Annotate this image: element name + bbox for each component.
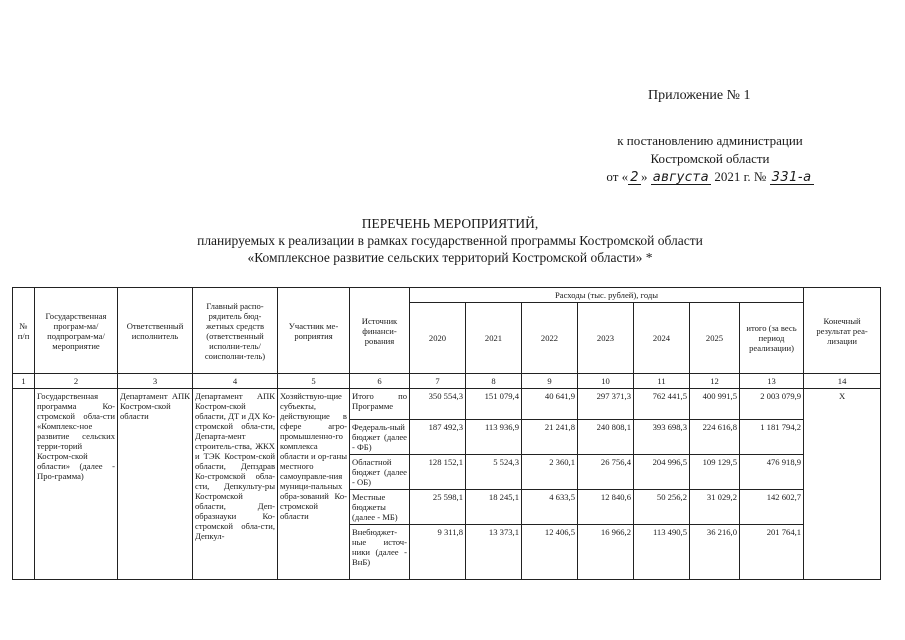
header-program: Государственная програм-ма/подпрограм-ма/мероприятие xyxy=(35,288,118,374)
header-participant: Участник ме-роприятия xyxy=(278,288,350,374)
resolution-line-2: Костромской области xyxy=(650,151,770,166)
expense-value: 25 598,1 xyxy=(410,490,466,525)
expense-value: 5 524,3 xyxy=(466,455,522,490)
expense-value: 12 406,5 xyxy=(522,525,578,580)
expense-value: 187 492,3 xyxy=(410,420,466,455)
column-number: 6 xyxy=(350,374,410,389)
title-line-1: ПЕРЕЧЕНЬ МЕРОПРИЯТИЙ, xyxy=(361,216,539,231)
funding-source: Федераль-ный бюджет (далее - ФБ) xyxy=(350,420,410,455)
expense-total: 1 181 794,2 xyxy=(740,420,804,455)
column-number: 9 xyxy=(522,374,578,389)
row-number xyxy=(13,389,35,580)
expense-value: 128 152,1 xyxy=(410,455,466,490)
chief-manager: Департамент АПК Костром-ской области, ДТ и ДХ Ко-стромской обла-сти, Департа-мент строитель-ства, ЖКХ и ТЭК Костром-ской области, Депздрав Ко-стромской обла-сти, Депкульту-ры Костромской области, Деп-образнауки Ко-стромской обла-сти, Депкул- xyxy=(193,389,278,580)
final-result: Х xyxy=(804,389,881,580)
date-year: 2021 г. № xyxy=(714,169,767,184)
column-number: 2 xyxy=(35,374,118,389)
expense-value: 31 029,2 xyxy=(690,490,740,525)
header-year: 2025 xyxy=(690,303,740,374)
expense-value: 21 241,8 xyxy=(522,420,578,455)
expense-value: 40 641,9 xyxy=(522,389,578,420)
expense-value: 151 079,4 xyxy=(466,389,522,420)
program-name: Государственная программа Ко-стромской обла-сти «Комплекс-ное развитие сельских терри-торий Костром-ской области» (далее - Про-грамма) xyxy=(35,389,118,580)
expense-total: 201 764,1 xyxy=(740,525,804,580)
expense-value: 109 129,5 xyxy=(690,455,740,490)
title-line-3: «Комплексное развитие сельских территорий Костромской области» * xyxy=(247,250,653,265)
header-expenses: Расходы (тыс. рублей), годы xyxy=(410,288,804,303)
expense-total: 142 602,7 xyxy=(740,490,804,525)
header-result: Конечный результат реа-лизации xyxy=(804,288,881,374)
column-number: 10 xyxy=(578,374,634,389)
expense-value: 240 808,1 xyxy=(578,420,634,455)
expense-value: 224 616,8 xyxy=(690,420,740,455)
expense-value: 350 554,3 xyxy=(410,389,466,420)
expense-value: 36 216,0 xyxy=(690,525,740,580)
date-month: августа xyxy=(652,170,710,185)
doc-number: 331-а xyxy=(771,170,812,185)
resolution-block xyxy=(560,132,860,186)
responsible-executor: Департамент АПК Костром-ской области xyxy=(118,389,193,580)
header-year: 2023 xyxy=(578,303,634,374)
expense-value: 393 698,3 xyxy=(634,420,690,455)
column-number: 4 xyxy=(193,374,278,389)
expense-value: 297 371,3 xyxy=(578,389,634,420)
expense-value: 113 490,5 xyxy=(634,525,690,580)
expense-value: 204 996,5 xyxy=(634,455,690,490)
funding-source: Внебюджет-ные источ-ники (далее - ВнБ) xyxy=(350,525,410,580)
expense-value: 50 256,2 xyxy=(634,490,690,525)
column-number: 13 xyxy=(740,374,804,389)
column-number: 14 xyxy=(804,374,881,389)
header-year: 2024 xyxy=(634,303,690,374)
expense-value: 18 245,1 xyxy=(466,490,522,525)
header-year: 2021 xyxy=(466,303,522,374)
expense-total: 476 918,9 xyxy=(740,455,804,490)
measures-table xyxy=(12,287,881,580)
column-number: 11 xyxy=(634,374,690,389)
expense-value: 762 441,5 xyxy=(634,389,690,420)
column-number: 5 xyxy=(278,374,350,389)
column-number: 1 xyxy=(13,374,35,389)
header-n: № п/п xyxy=(13,288,35,374)
header-total: итого (за весь период реализации) xyxy=(740,303,804,374)
expense-value: 12 840,6 xyxy=(578,490,634,525)
title-line-2: планируемых к реализации в рамках государственной программы Костромской области xyxy=(197,233,703,248)
expense-total: 2 003 079,9 xyxy=(740,389,804,420)
date-day: 2 xyxy=(630,170,639,185)
column-number: 8 xyxy=(466,374,522,389)
header-source: Источник финанси-рования xyxy=(350,288,410,374)
date-prefix: от « xyxy=(606,169,629,184)
expense-value: 2 360,1 xyxy=(522,455,578,490)
column-number: 12 xyxy=(690,374,740,389)
expense-value: 13 373,1 xyxy=(466,525,522,580)
funding-source: Местные бюджеты (далее - МБ) xyxy=(350,490,410,525)
column-number: 7 xyxy=(410,374,466,389)
resolution-date-line xyxy=(560,168,860,186)
appendix-title: Приложение № 1 xyxy=(648,88,751,103)
expense-value: 9 311,8 xyxy=(410,525,466,580)
participant: Хозяйствую-щие субъекты, действующие в сфере агро-промышленно-го комплекса области и ор-ганы местного самоуправле-ния муници-пальных обра-зований Ко-стромской области xyxy=(278,389,350,580)
funding-source: Итого по Программе xyxy=(350,389,410,420)
expense-value: 113 936,9 xyxy=(466,420,522,455)
header-year: 2020 xyxy=(410,303,466,374)
table-row xyxy=(13,389,881,420)
document-title xyxy=(120,215,780,266)
expense-value: 16 966,2 xyxy=(578,525,634,580)
expense-value: 26 756,4 xyxy=(578,455,634,490)
header-chief-manager: Главный распо-рядитель бюд-жетных средств (ответственный исполни-тель/соисполни-тель) xyxy=(193,288,278,374)
date-mid: » xyxy=(640,169,648,184)
resolution-line-1: к постановлению администрации xyxy=(617,133,803,148)
expense-value: 400 991,5 xyxy=(690,389,740,420)
funding-source: Областной бюджет (далее - ОБ) xyxy=(350,455,410,490)
expense-value: 4 633,5 xyxy=(522,490,578,525)
column-number: 3 xyxy=(118,374,193,389)
header-responsible: Ответственный исполнитель xyxy=(118,288,193,374)
header-year: 2022 xyxy=(522,303,578,374)
